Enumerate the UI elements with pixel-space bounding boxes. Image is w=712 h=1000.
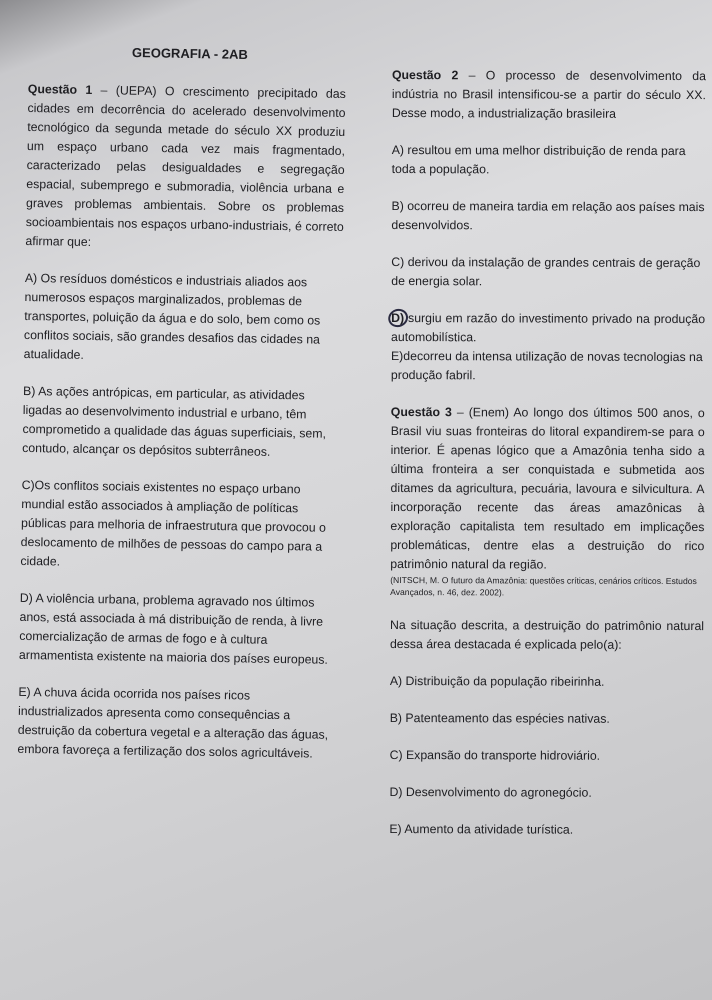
question-2-label: Questão 2 bbox=[391, 67, 459, 83]
question-3-option-d: D) Desenvolvimento do agronegócio. bbox=[389, 784, 592, 800]
page-title: GEOGRAFIA - 2AB bbox=[131, 44, 248, 63]
answer-mark-circle: D) bbox=[391, 310, 405, 326]
question-1-option-a: A) Os resíduos domésticos e industriais aliados aos numerosos espaços marginalizados, problemas de transportes, poluição da água e do solo, bem como os conflitos sociais, são grandes desafios das cidades na atualidade. bbox=[23, 270, 321, 362]
question-2 bbox=[392, 66, 706, 124]
question-1-option-e: E) A chuva ácida ocorrida nos países ricos industrializados apresenta como consequências a destruição da cobertura vegetal e a alteração das águas, embora favoreça a fertilização dos solos agricultáveis. bbox=[17, 684, 329, 761]
question-2-option-d-text: surgiu em razão do investimento privado na produção automobilística. bbox=[391, 311, 706, 345]
question-1-stem: – (UEPA) O crescimento precipitado das cidades em decorrência do acelerado desenvolvimento tecnológico da segunda metade do século XX produziu um espaço urbano cada vez mais fragmentado, caracterizado pelas desigualdades e segregação espacial, subemprego e submoradia, violência urbana e graves problemas ambientais. Sobre os problemas socioambientais nos espaços urbano-industriais, é correto afirmar que: bbox=[25, 83, 346, 250]
question-2-option-d bbox=[391, 309, 705, 348]
question-3-label: Questão 3 bbox=[390, 404, 452, 420]
right-column bbox=[389, 66, 706, 840]
left-column bbox=[17, 80, 346, 764]
question-1-option-c: C)Os conflitos sociais existentes no espaço urbano mundial estão associados à ampliação de políticas públicas para melhoria de infraestrutura que provocou o deslocamento de milhões de pessoas do campo para a cidade. bbox=[20, 477, 326, 569]
question-2-option-a: A) resultou em uma melhor distribuição de renda para toda a população. bbox=[391, 142, 686, 177]
question-1-option-d: D) A violência urbana, problema agravado nos últimos anos, está associada à má distribuição de renda, à livre comercialização de armas de fogo e à cultura armamentista existente na maioria dos países europeus. bbox=[18, 590, 329, 667]
question-3-citation: (NITSCH, M. O futuro da Amazônia: questões críticas, cenários críticos. Estudos Avançados, n. 46, dez. 2002). bbox=[390, 574, 697, 598]
question-3-option-a: A) Distribuição da população ribeirinha. bbox=[389, 673, 605, 689]
question-1-option-b: B) As ações antrópicas, em particular, as atividades ligadas ao desenvolvimento industrial e urbano, têm comprometido a qualidade das águas superficiais, sem, contudo, alcançar os depósitos subterrâneos. bbox=[22, 383, 327, 459]
question-3-option-c: C) Expansão do transporte hidroviário. bbox=[389, 747, 601, 763]
question-3 bbox=[390, 403, 705, 575]
question-1-label: Questão 1 bbox=[27, 81, 93, 98]
question-3-stem: – (Enem) Ao longo dos últimos 500 anos, o Brasil viu suas fronteiras do litoral expandirem-se para o interior. É apenas lógico que a Amazônia tenha sido a última fronteira a ser conquistada e submetida aos ditames da agricultura, pecuária, lavoura e silvicultura. A incorporação recente das áreas amazônicas à exploração capitalista tem resultado em implicações problemáticas, dentre elas a destruição do rico patrimônio natural da região. bbox=[390, 405, 705, 572]
question-2-option-c: C) derivou da instalação de grandes centrais de geração de energia solar. bbox=[391, 254, 701, 289]
question-2-stem: – O processo de desenvolvimento da indústria no Brasil intensificou-se a partir do século XX. Desse modo, a industrialização brasileira bbox=[391, 68, 706, 121]
question-2-option-b: B) ocorreu de maneira tardia em relação aos países mais desenvolvidos. bbox=[391, 198, 705, 233]
question-3-option-b: B) Patenteamento das espécies nativas. bbox=[389, 710, 610, 726]
question-3-prompt: Na situação descrita, a destruição do patrimônio natural dessa área destacada é explicada pelo(a): bbox=[389, 617, 705, 652]
question-1 bbox=[25, 80, 346, 256]
question-2-option-e: E)decorreu da intensa utilização de novas tecnologias na produção fabril. bbox=[390, 348, 703, 383]
question-3-option-e: E) Aumento da atividade turística. bbox=[389, 821, 574, 837]
